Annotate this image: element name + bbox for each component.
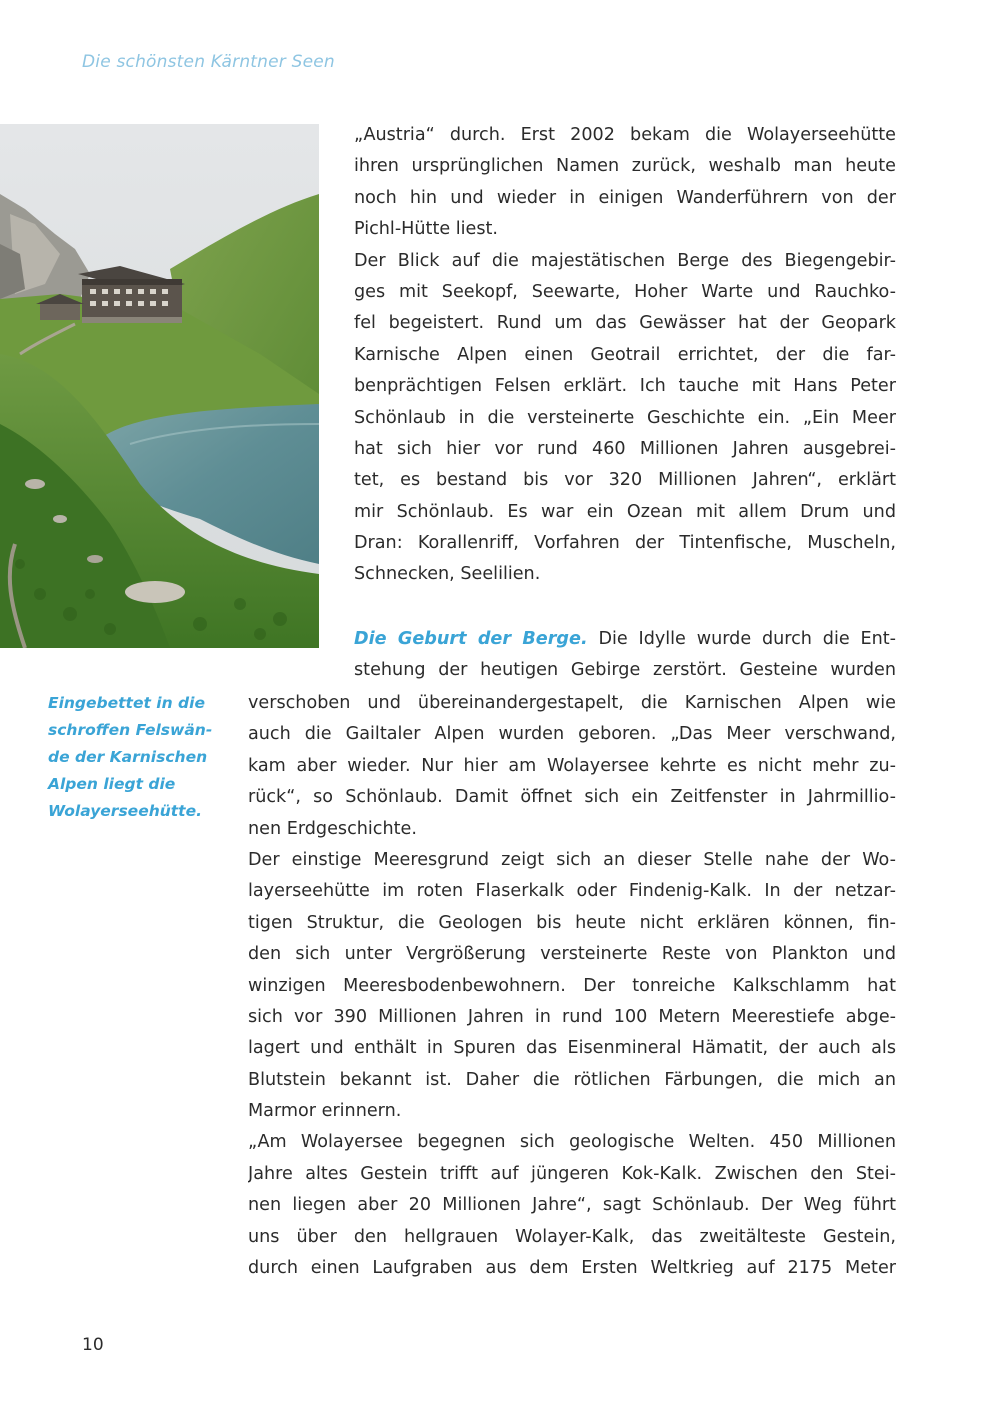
text-line: layerseehütte im roten Flaserkalk oder Findenig-Kalk. In der netzar- bbox=[248, 881, 896, 902]
text-line: Schnecken, Seelilien. bbox=[354, 564, 541, 585]
running-header: Die schönsten Kärntner Seen bbox=[82, 52, 335, 72]
text-line: „Am Wolayersee begegnen sich geologische Welten. 450 Millionen bbox=[248, 1132, 896, 1153]
caption-line: de der Karnischen bbox=[48, 748, 208, 766]
text-line: durch einen Laufgraben aus dem Ersten Weltkrieg auf 2175 Meter bbox=[248, 1258, 896, 1279]
text-line: winzigen Meeresbodenbewohnern. Der tonreiche Kalkschlamm hat bbox=[248, 975, 896, 996]
text-line: auch die Gailtaler Alpen wurden geboren. „Das Meer verschwand, bbox=[248, 724, 896, 745]
text-line: Karnische Alpen einen Geotrail errichtet, der die far- bbox=[354, 344, 896, 365]
text-line: Pichl-Hütte liest. bbox=[354, 219, 499, 240]
caption-line: schroffen Felswän- bbox=[48, 721, 213, 739]
lake-hut-photo bbox=[0, 124, 319, 648]
text-line: ihren ursprünglichen Namen zurück, weshalb man heute bbox=[354, 156, 896, 177]
text-line: hat sich hier vor rund 460 Millionen Jahren ausgebrei- bbox=[354, 438, 896, 459]
caption-line: Eingebettet in die bbox=[48, 694, 205, 712]
text-line: Marmor erinnern. bbox=[248, 1101, 402, 1122]
text-line: den sich unter Vergrößerung versteinerte Reste von Plankton und bbox=[248, 944, 896, 965]
body-text-top bbox=[354, 120, 896, 591]
text-line: ges mit Seekopf, Seewarte, Hoher Warte und Rauchko- bbox=[354, 281, 896, 302]
subhead-line bbox=[354, 624, 896, 655]
caption-line: Wolayerseehütte. bbox=[48, 802, 202, 820]
text-line: nen Erdgeschichte. bbox=[248, 818, 417, 839]
text-line: „Austria“ durch. Erst 2002 bekam die Wolayerseehütte bbox=[354, 125, 896, 145]
text-line: kam aber wieder. Nur hier am Wolayersee kehrte es nicht mehr zu- bbox=[248, 755, 896, 776]
text-line: Jahre altes Gestein trifft auf jüngeren Kok-Kalk. Zwischen den Stei- bbox=[248, 1163, 896, 1184]
text-line: noch hin und wieder in einigen Wanderführern von der bbox=[354, 187, 896, 208]
body-text-wide bbox=[248, 688, 896, 1284]
text-line: sich vor 390 Millionen Jahren in rund 100 Metern Meerestiefe abge- bbox=[248, 1006, 896, 1027]
text-line: rück“, so Schönlaub. Damit öffnet sich ein Zeitfenster in Jahrmillio- bbox=[248, 787, 896, 808]
text-line: tigen Struktur, die Geologen bis heute nicht erklären können, fin- bbox=[248, 912, 896, 933]
text-line: verschoben und übereinandergestapelt, die Karnischen Alpen wie bbox=[248, 693, 896, 713]
text-line: Blutstein bekannt ist. Daher die rötlichen Färbungen, die mich an bbox=[248, 1069, 896, 1090]
page-number: 10 bbox=[82, 1335, 104, 1355]
photo-caption bbox=[48, 690, 223, 825]
text-line: Der Blick auf die majestätischen Berge des Biegengebir- bbox=[354, 250, 896, 271]
text-line: stehung der heutigen Gebirge zerstört. Gesteine wurden bbox=[354, 660, 896, 681]
text-line: lagert und enthält in Spuren das Eisenmineral Hämatit, der auch als bbox=[248, 1038, 896, 1059]
caption-line: Alpen liegt die bbox=[48, 775, 176, 793]
text-line: fel begeistert. Rund um das Gewässer hat der Geopark bbox=[354, 313, 896, 334]
text-line: benprächtigen Felsen erklärt. Ich tauche mit Hans Peter bbox=[354, 376, 896, 397]
subhead-continuation: Die Idylle wurde durch die Ent- bbox=[587, 629, 896, 649]
text-line: Schönlaub in die versteinerte Geschichte ein. „Ein Meer bbox=[354, 407, 896, 428]
text-line: tet, es bestand bis vor 320 Millionen Jahren“, erklärt bbox=[354, 470, 896, 491]
text-line: uns über den hellgrauen Wolayer-Kalk, das zweitälteste Gestein, bbox=[248, 1226, 896, 1247]
text-line: nen liegen aber 20 Millionen Jahre“, sagt Schönlaub. Der Weg führt bbox=[248, 1195, 896, 1216]
text-line: Dran: Korallenriff, Vorfahren der Tintenfische, Muscheln, bbox=[354, 533, 896, 554]
body-text-section-start bbox=[354, 624, 896, 687]
text-line: Der einstige Meeresgrund zeigt sich an dieser Stelle nahe der Wo- bbox=[248, 849, 896, 870]
section-subhead: Die Geburt der Berge. bbox=[354, 629, 588, 649]
text-line: mir Schönlaub. Es war ein Ozean mit allem Drum und bbox=[354, 501, 896, 522]
